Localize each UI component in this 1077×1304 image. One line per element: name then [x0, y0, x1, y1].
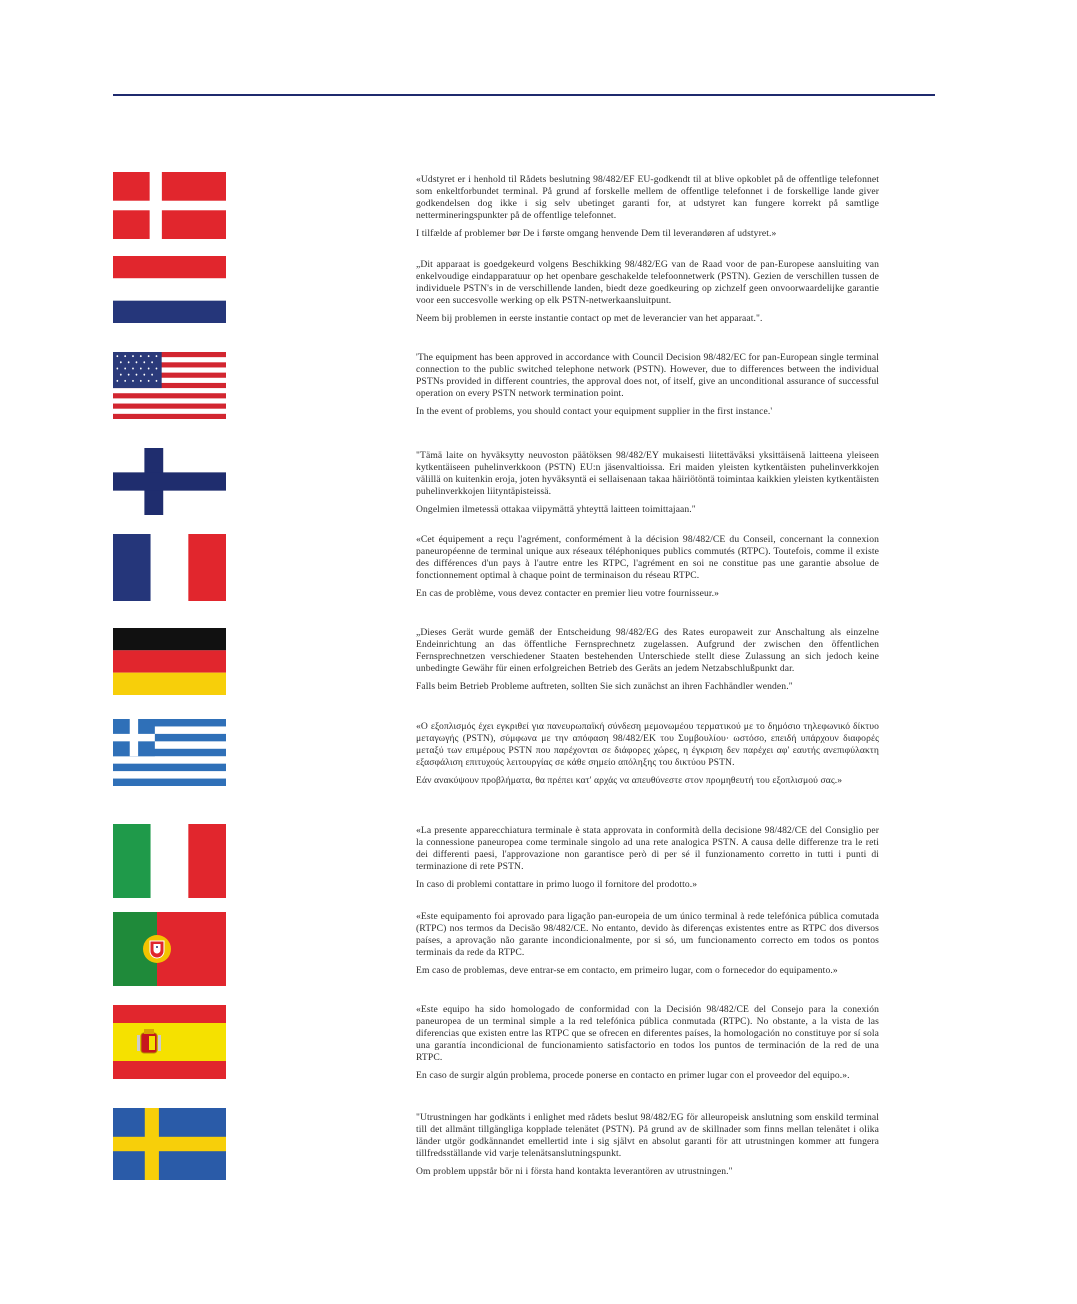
- italy-notice: [416, 825, 879, 891]
- france-flag: [113, 534, 226, 601]
- notice-contact: Ongelmien ilmetessä ottakaa viipymättä yhteyttä laitteen toimittajaan.": [416, 503, 696, 515]
- sweden-notice: [416, 1112, 879, 1178]
- notice-paragraph: «Udstyret er i henhold til Rådets beslutning 98/482/EF EU-godkendt til at blive opkoblet på de offentlige telefonnet som enkeltforbundet terminal. På grund af forskelle mellem de offentlige telefonnet i de forskellige lande giver godkendelsen dog ikke i sig selv ubetinget garanti for, at udstyret kan fungere korrekt på samtlige nettermineringspunkter på de offentlige telefonnet.: [416, 174, 879, 221]
- notice-paragraph: «Este equipamento foi aprovado para ligação pan-europeia de um único terminal à rede telefónica pública comutada (RTPC) nos termos da Decisão 98/482/CE. No entanto, devido às diferenças existentes entre as RTPC dos diversos países, a aprovação não garante incondicionalmente, por si só, um funcionamento correcto em todos os pontos terminais da rede da RTPC.: [416, 911, 879, 958]
- notice-contact: En cas de problème, vous devez contacter en premier lieu votre fournisseur.»: [416, 587, 720, 599]
- notice-contact: Εάν ανακύψουν προβλήματα, θα πρέπει κατ' αρχάς να απευθύνεστε στον προμηθευτή του εξοπλισμού σας.»: [416, 774, 843, 786]
- notice-paragraph: «La presente apparecchiatura terminale è stata approvata in conformità della decisione 98/482/CE del Consiglio per la connessione paneuropea come terminale singolo ad una rete analogica PSTN. A causa delle differenze tra le reti dei differenti paesi, l'approvazione non garantisce però di per sé il funzionamento corretto in tutti i punti di terminazione di rete PSTN.: [416, 825, 879, 872]
- denmark-notice: [416, 174, 879, 240]
- greece-notice: [416, 721, 879, 787]
- notice-paragraph: «Cet équipement a reçu l'agrément, conformément à la décision 98/482/CE du Conseil, concernant la connexion paneuropéenne de terminal unique aux réseaux téléphoniques publics commutés (RTPC). Toutefois, comme il existe des différences d'un pays à l'autre entre les RTPC, l'agrément en soi ne constitue pas une garantie absolue de fonctionnement optimal à chaque point de terminaison du réseau RTPC.: [416, 534, 879, 581]
- france-notice: [416, 534, 879, 600]
- notice-contact: In caso di problemi contattare in primo luogo il fornitore del prodotto.»: [416, 878, 698, 890]
- notice-paragraph: "Utrustningen har godkänts i enlighet med rådets beslut 98/482/EG för alleuropeisk anslutning som enskild terminal till det allmänt tillgängliga kopplade telenätet (PSTN). På grund av de skillnader som finns mellan telenätet i olika länder utgör godkännandet emellertid inte i sig självt en absolut garanti för att utrustningen kommer att fungera tillfredsställande vid varje telenätsanslutningspunkt.: [416, 1112, 879, 1159]
- notice-contact: I tilfælde af problemer bør De i første omgang henvende Dem til leverandøren af udstyret.»: [416, 227, 777, 239]
- sweden-flag: [113, 1108, 226, 1180]
- italy-flag: [113, 824, 226, 898]
- finland-flag: [113, 448, 226, 515]
- denmark-flag: [113, 172, 226, 239]
- notice-contact: Om problem uppstår bör ni i första hand kontakta leverantören av utrustningen.": [416, 1165, 733, 1177]
- netherlands-notice: [416, 259, 879, 325]
- notice-paragraph: «Ο εξοπλισμός έχει εγκριθεί για πανευρωπαϊκή σύνδεση μεμονωμέου τερματικού με το δημόσιο τηλεφωνικό δίκτυο μεταγωγής (PSTN), σύμφωνα με την απόφαση 98/482/ΕΚ του Συμβουλίου· ωστόσο, επειδή υπάρχουν διαφορές μεταξύ των επιμέρους PSTN που παρέχονται σε διάφορες χώρες, η έγκριση δεν παρέχει αφ' εαυτής ανεπιφύλακτη εξασφάλιση επιτυχούς λειτουργίας σε κάθε σημείο απόληξης του δικτύου PSTN.: [416, 721, 879, 768]
- header-rule: [113, 94, 935, 96]
- usa-flag: [113, 352, 226, 419]
- notice-contact: In the event of problems, you should contact your equipment supplier in the first instance.': [416, 405, 773, 417]
- portugal-notice: [416, 911, 879, 977]
- notice-contact: En caso de surgir algún problema, procede ponerse en contacto en primer lugar con el proveedor del equipo.».: [416, 1069, 850, 1081]
- germany-notice: [416, 627, 879, 693]
- notice-paragraph: 'The equipment has been approved in accordance with Council Decision 98/482/EC for pan-European single terminal connection to the public switched telephone network (PSTN). However, due to differences between the individual PSTNs provided in different countries, the approval does not, of itself, give an unconditional assurance of successful operation on every PSTN network termination point.: [416, 352, 879, 399]
- notice-paragraph: „Dit apparaat is goedgekeurd volgens Beschikking 98/482/EG van de Raad voor de pan-Europese aansluiting van enkelvoudige eindapparatuur op het openbare geschakelde telefoonnetwerk (PSTN). Gezien de verschillen tussen de individuele PSTN's in de verschillende landen, biedt deze goedkeuring op zichzelf geen onvoorwaardelijke garantie voor een succesvolle werking op elk PSTN-netwerkaansluitpunt.: [416, 259, 879, 306]
- notice-contact: Neem bij problemen in eerste instantie contact op met de leverancier van het apparaat.".: [416, 312, 763, 324]
- netherlands-flag: [113, 256, 226, 323]
- finland-notice: [416, 450, 879, 516]
- notice-paragraph: "Tämä laite on hyväksytty neuvoston päätöksen 98/482/EY mukaisesti liitettäväksi yksittäisenä laitteena yleiseen kytkentäiseen puhelinverkkoon (PSTN) EU:n jäsenvaltioissa. Eri maiden yleisten kytkentäisten puhelinverkkojen välillä on kuitenkin eroja, joten hyväksyntä ei sellaisenaan takaa häiriötöntä toimintaa kaikkien yleisten kytkentäisten puhelinverkkojen liityntäpisteissä.: [416, 450, 879, 497]
- notice-paragraph: „Dieses Gerät wurde gemäß der Entscheidung 98/482/EG des Rates europaweit zur Anschaltung als einzelne Endeinrichtung an das öffentliche Fernsprechnetz zugelassen. Aufgrund der zwischen den öffentlichen Fernsprechnetzen verschiedener Staaten bestehenden Unterschiede stellt diese Zulassung an sich jedoch keine unbedingte Gewähr für einen erfolgreichen Betrieb des Geräts an jedem Netzabschlußpunkt dar.: [416, 627, 879, 674]
- spain-flag: [113, 1005, 226, 1079]
- usa-notice: [416, 352, 879, 418]
- germany-flag: [113, 628, 226, 695]
- notice-contact: Falls beim Betrieb Probleme auftreten, sollten Sie sich zunächst an ihren Fachhändler wenden.": [416, 680, 793, 692]
- portugal-flag: [113, 912, 226, 986]
- notice-paragraph: «Este equipo ha sido homologado de conformidad con la Decisión 98/482/CE del Consejo para la conexión paneuropea de un terminal simple a la red telefónica pública conmutada (RTPC). No obstante, a la vista de las diferencias que existen entre las RTPC que se ofrecen en diferentes países, la homologación no constituye por sí sola una garantía incondicional de funcionamiento satisfactorio en todos los puntos de terminación de la red de una RTPC.: [416, 1004, 879, 1063]
- spain-notice: [416, 1004, 879, 1081]
- notice-contact: Em caso de problemas, deve entrar-se em contacto, em primeiro lugar, com o fornecedor do equipamento.»: [416, 964, 838, 976]
- greece-flag: [113, 719, 226, 786]
